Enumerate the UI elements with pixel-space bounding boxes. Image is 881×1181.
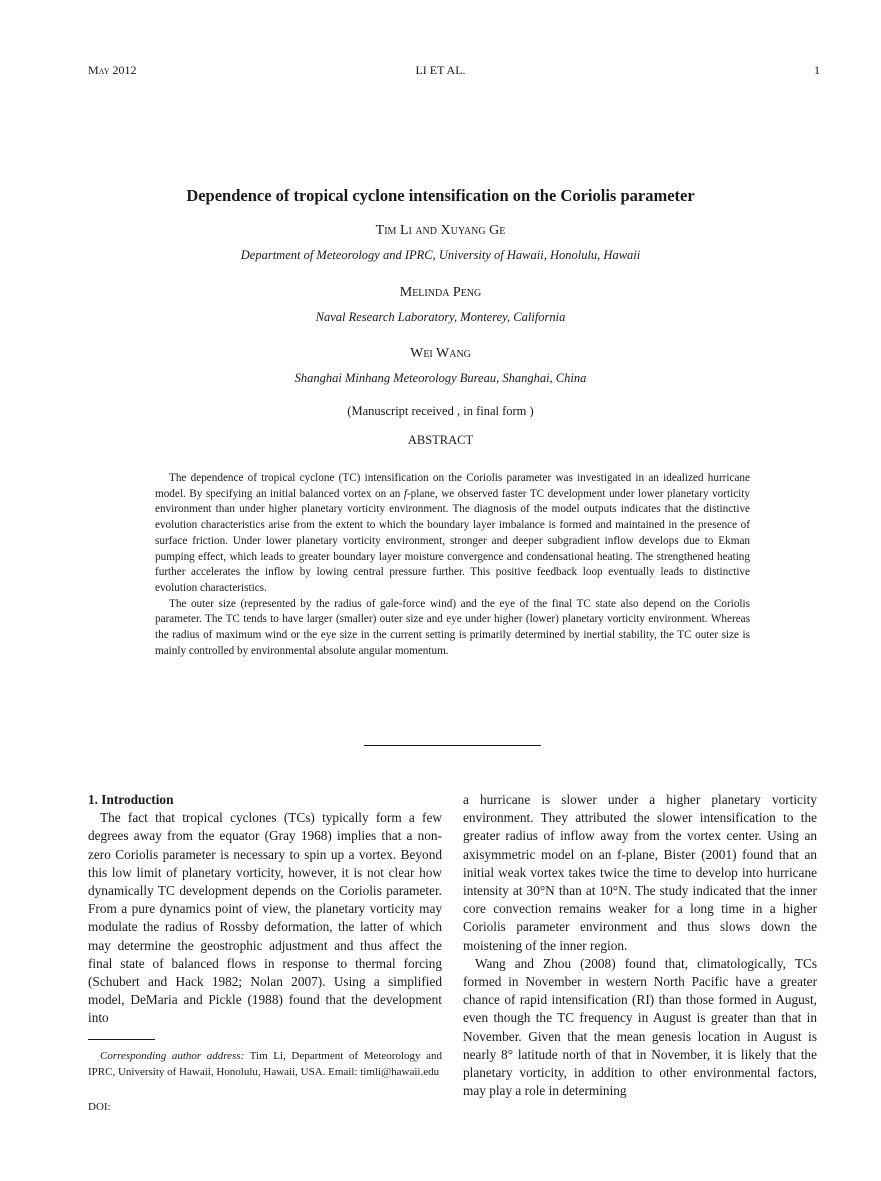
body-paragraph: a hurricane is slower under a higher planetary vorticity environment. They attributed the slower intensification to the greater radius of inflow away from the vortex center. Using an axisymmetric model on an f-plane, Bister (2001) found that an initial weak vortex takes twice the time to develop into hurricane intensity at 30°N than at 10°N. The study indicated that the inner core convection remains weaker for a long time in a higher Coriolis parameter environment and thus slows down the moistening of the inner region. [463, 792, 817, 953]
affiliation-line-2: Naval Research Laboratory, Monterey, California [315, 310, 566, 324]
body-paragraph: The fact that tropical cyclones (TCs) typically form a few degrees away from the equator (Gray 1968) implies that a non-zero Coriolis parameter is necessary to spin up a vortex. Beyond this low limit of planetary vorticity, however, it is not clear how dynamically TC development depends on the Coriolis parameter. From a pure dynamics point of view, the planetary vorticity may modulate the radius of Rossby deformation, the latter of which may determine the geostrophic adjustment and thus affect the final state of balanced flows in response to thermal forcing (Schubert and Hack 1982; Nolan 2007). Using a simplified model, DeMaria and Pickle (1988) found that the development into [88, 810, 442, 1026]
affiliation-line-3: Shanghai Minhang Meteorology Bureau, Shanghai, China [294, 371, 587, 385]
affiliation-line-1: Department of Meteorology and IPRC, University of Hawaii, Honolulu, Hawaii [240, 248, 641, 262]
author-line-1: Tim Li and Xuyang Ge [375, 223, 506, 238]
footnote [88, 1049, 442, 1080]
body-paragraph: Wang and Zhou (2008) found that, climatologically, TCs formed in November in western North Pacific have a greater chance of rapid intensification (RI) than those formed in August, even though the TC frequency in August is greater than that in November. Given that the mean genesis location in August is nearly 8° latitude north of that in November, it is likely that the planetary vorticity, in addition to other environmental factors, may play a role in determining [463, 955, 817, 1099]
author-line-2: Melinda Peng [399, 285, 482, 300]
right-column [463, 791, 817, 1100]
footnote-body: Tim Li, Department of Meteorology and IPRC, University of Hawaii, Honolulu, Hawaii, USA. Email: timli@hawaii.edu [88, 1050, 443, 1078]
abstract-paragraph-1 [155, 471, 750, 597]
paper-title: Dependence of tropical cyclone intensification on the Coriolis parameter [186, 186, 695, 205]
separator-rule [364, 745, 541, 746]
abstract-text: -plane, we observed faster TC development under lower planetary vorticity environment than under higher planetary vorticity environment. The diagnosis of the model outputs indicates that the distinctive evolution characteristics arise from the extent to which the boundary layer imbalance is formed and maintained in the presence of surface friction. Under lower planetary vorticity environment, stronger and deeper subgradient inflow develops due to Ekman pumping effect, which leads to greater boundary layer moisture convergence and condensational heating. The strengthened heating further accelerates the inflow by lowing central pressure further. This positive feedback loop eventually leads to distinctive evolution characteristics. [155, 487, 750, 594]
footnote-label: Corresponding author address: [100, 1050, 245, 1062]
abstract-italic-f: f [403, 487, 407, 500]
footnote-text [88, 1049, 442, 1080]
abstract-heading: ABSTRACT [407, 433, 474, 447]
section-heading: 1. Introduction [88, 792, 174, 807]
footnote-rule [88, 1039, 155, 1040]
doi-line: DOI: [88, 1101, 111, 1113]
abstract-paragraph-2: The outer size (represented by the radius of gale-force wind) and the eye of the final TC state also depend on the Coriolis parameter. The TC tends to have larger (smaller) outer size and eye under higher (lower) planetary vorticity environment. Whereas the radius of maximum wind or the eye size in the current setting is primarily determined by inertial stability, the TC outer size is mainly controlled by environmental absolute angular momentum. [155, 597, 750, 657]
abstract [155, 471, 750, 659]
running-header-date: May 2012 [88, 63, 137, 77]
author-line-3: Wei Wang [410, 346, 471, 361]
abstract-text: The dependence of tropical cyclone (TC) intensification on the Coriolis parameter was investigated in an idealized hurricane model. By specifying an initial balanced vortex on an [155, 472, 750, 500]
page-number: 1 [814, 63, 820, 77]
running-header-authors: LI ET AL. [415, 63, 466, 77]
left-column [88, 791, 442, 1028]
manuscript-dates: (Manuscript received , in final form ) [347, 404, 534, 418]
